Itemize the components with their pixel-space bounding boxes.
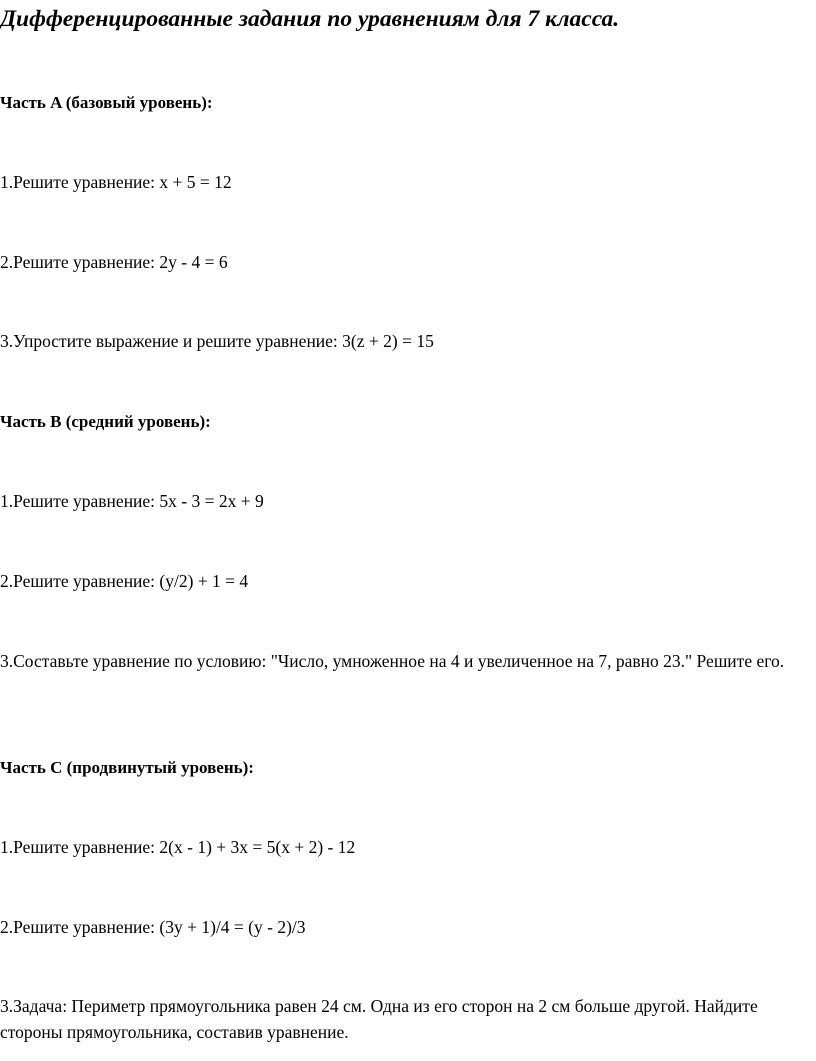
task-b1: 1.Решите уравнение: 5x - 3 = 2x + 9 bbox=[0, 491, 264, 511]
page-title: Дифференцированные задания по уравнениям для 7 класса. bbox=[0, 6, 620, 32]
task-c2: 2.Решите уравнение: (3y + 1)/4 = (y - 2)/3 bbox=[0, 917, 306, 937]
section-heading-b: Часть B (средний уровень): bbox=[0, 412, 211, 431]
task-b2: 2.Решите уравнение: (y/2) + 1 = 4 bbox=[0, 571, 249, 591]
task-a1: 1.Решите уравнение: x + 5 = 12 bbox=[0, 172, 232, 192]
task-a3: 3.Упростите выражение и решите уравнение: 3(z + 2) = 15 bbox=[0, 331, 434, 351]
task-c1: 1.Решите уравнение: 2(x - 1) + 3x = 5(x + 2) - 12 bbox=[0, 837, 356, 857]
task-b3: 3.Составьте уравнение по условию: "Число, умноженное на 4 и увеличенное на 7, равно 23." Решите его. bbox=[0, 651, 785, 671]
task-c3: 3.Задача: Периметр прямоугольника равен 24 см. Одна из его сторон на 2 см больше другой. Найдите стороны прямоугольника, составив уравнение. bbox=[0, 996, 758, 1042]
task-a2: 2.Решите уравнение: 2y - 4 = 6 bbox=[0, 252, 228, 272]
section-heading-c: Часть C (продвинутый уровень): bbox=[0, 758, 254, 777]
section-heading-a: Часть A (базовый уровень): bbox=[0, 93, 213, 112]
